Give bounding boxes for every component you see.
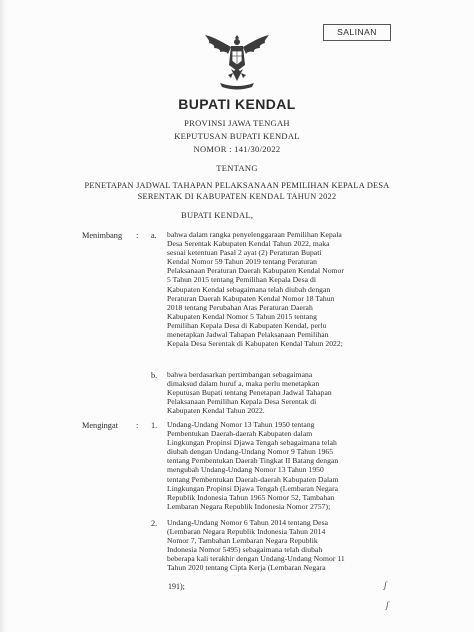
menimbang-item-a-marker: a.	[151, 231, 157, 240]
mengingat-item-2-marker: 2.	[151, 519, 158, 528]
text-line: Lingkungan Propinsi Djawa Tengah (Lembaran Negara	[167, 483, 339, 493]
text-line: Kabupaten Kendal Tahun 2022.	[167, 406, 265, 416]
text-line: Indonesia Nomor 5495) sebagaimana telah diubah	[167, 545, 323, 555]
mengingat-item-1-marker: 1.	[151, 421, 158, 430]
text-line: Pemilihan Kepala Desa di Kabupaten Kendal, perlu	[167, 320, 327, 330]
text-line: Desa Serentak Kabupaten Kendal Tahun 2022, maka	[167, 239, 330, 249]
mengingat-item-2	[167, 518, 391, 573]
text-line: Lingkungan Propinsi Djawa Tengah sebagaimana telah	[167, 438, 337, 448]
text-line: Kabupaten Kendal Nomor 5 Tahun 2015 tentang	[167, 311, 317, 321]
province-line: PROVINSI JAWA TENGAH	[184, 118, 290, 128]
garuda-emblem-icon	[200, 31, 274, 93]
handwritten-mark: ʃ	[384, 580, 387, 590]
text-line: bahwa berdasarkan pertimbangan sebagaimana	[167, 370, 313, 379]
text-line: Pelaksanaan Pemilihan Kepala Desa Serentak di	[167, 397, 317, 407]
opening-line: BUPATI KENDAL,	[181, 210, 254, 220]
text-line: Undang-Undang Nomor 6 Tahun 2014 tentang Desa	[167, 518, 329, 527]
text-line: mengubah Undang-Undang Nomor 13 Tahun 1950	[167, 465, 324, 475]
decree-number: NOMOR : 141/30/2022	[193, 144, 281, 154]
text-line: sesuai ketentuan Pasal 2 ayat (2) Peraturan Bupati	[167, 248, 322, 258]
menimbang-colon: :	[136, 231, 139, 240]
text-line: Lembaran Negara Republik Indonesia Nomor 2757);	[167, 501, 331, 511]
text-line: tentang Pembentukan Daerah Tingkat II Batang dengan	[167, 456, 339, 466]
mengingat-item-1	[167, 420, 391, 511]
text-line: tentang Pembentukan Daerah-daerah Kabupaten Dalam	[167, 474, 339, 484]
text-line: bahwa dalam rangka penyelenggaraan Pemilihan Kepala	[167, 230, 342, 239]
text-line: Pelaksanaan Peraturan Daerah Kabupaten Kendal Nomor	[167, 266, 344, 276]
text-line: 5 Tahun 2015 tentang Pemilihan Kepala Desa di	[167, 275, 316, 285]
text-line: Pembentukan Daerah-daerah Kabupaten dalam	[167, 429, 313, 439]
text-line: Kepala Desa Serentak di Kabupaten Kendal Tahun 2022;	[167, 339, 343, 349]
menimbang-label: Menimbang	[82, 231, 123, 240]
mengingat-colon: :	[136, 421, 139, 430]
text-line: Peraturan Daerah Kabupaten Kendal Nomor 18 Tahun	[167, 293, 335, 303]
text-line: Undang-Undang Nomor 13 Tahun 1950 tentang	[167, 420, 315, 429]
text-line: beberapa kali terakhir dengan Undang-Undang Nomor 11	[167, 554, 345, 564]
text-line: diubah dengan Undang-Undang Nomor 9 Tahun 1965	[167, 447, 334, 457]
text-line: Nomor 7, Tambahan Lembaran Negara Republik	[167, 536, 318, 546]
text-line: Tahun 2020 tentang Cipta Kerja (Lembaran Negara	[167, 563, 326, 573]
decree-line: KEPUTUSAN BUPATI KENDAL	[174, 131, 300, 141]
text-line: Kabupaten Kendal sebagaimana telah diubah dengan	[167, 284, 331, 294]
about-line: TENTANG	[216, 163, 258, 173]
text-line: menetapkan Jadwal Tahapan Pelaksanaan Pemilihan	[167, 330, 329, 340]
mengingat-label: Mengingat	[82, 421, 118, 430]
menimbang-item-b-marker: b.	[151, 371, 158, 380]
decree-title-line-1: PENETAPAN JADWAL TAHAPAN PELAKSANAAN PEMILIHAN KEPALA DESA	[84, 181, 390, 190]
decree-title-line-2: SERENTAK DI KABUPATEN KENDAL TAHUN 2022	[137, 192, 337, 201]
text-line: (Lembaran Negara Republik Indonesia Tahun 2014	[167, 527, 326, 537]
page-corner-mark: ʃ	[386, 600, 389, 610]
regent-heading: BUPATI KENDAL	[178, 96, 296, 112]
menimbang-item-b	[167, 370, 391, 415]
text-line: Keputusan Bupati tentang Penetapan Jadwal Tahapan	[167, 388, 332, 398]
page-edge-shadow	[0, 0, 6, 632]
copy-stamp: SALINAN	[323, 24, 391, 41]
text-line: Republik Indonesia Tahun 1965 Nomor 52, Tambahan	[167, 492, 335, 502]
text-line: dimaksud dalam huruf a, maka perlu menetapkan	[167, 379, 320, 389]
text-line: Kendal Nomor 59 Tahun 2019 tentang Peraturan	[167, 257, 317, 267]
footer-fragment: 191);	[168, 582, 185, 591]
text-line: 2018 tentang Perubahan Atas Peraturan Daerah	[167, 302, 313, 312]
menimbang-item-a	[167, 230, 391, 348]
